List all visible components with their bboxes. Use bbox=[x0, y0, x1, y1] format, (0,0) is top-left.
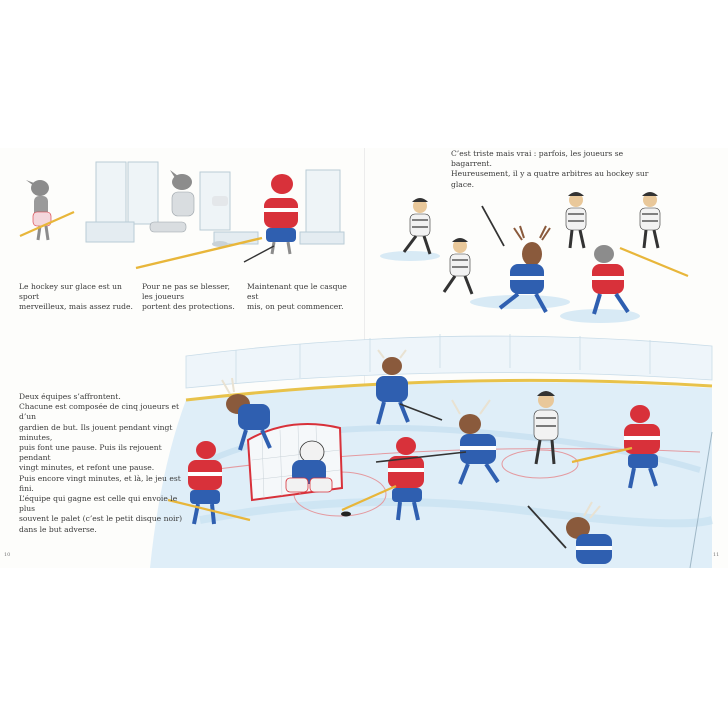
wolf-fighting-illustration bbox=[592, 245, 688, 314]
page-number-right: 11 bbox=[713, 552, 720, 558]
referees-scene bbox=[380, 192, 688, 323]
locker-room-scene bbox=[20, 162, 344, 268]
caption-equipment-2: Pour ne pas se blesser, les joueurs portent des protections. bbox=[142, 282, 235, 312]
caption-equipment-3: Maintenant que le casque est mis, on peut commencer. bbox=[247, 282, 347, 312]
referee-2-illustration bbox=[444, 238, 472, 294]
caption-referees: C’est triste mais vrai : parfois, les joueurs se bagarrent. Heureusement, il y a quatre arbitres au hockey sur glace. bbox=[451, 149, 649, 189]
referee-1-illustration bbox=[404, 198, 430, 254]
referee-3-illustration bbox=[566, 192, 586, 248]
caption-rules: Deux équipes s’affrontent. Chacune est composée de cinq joueurs et d’un gardien de but. Ils jouent pendant vingt minutes, puis font une pause. Puis ils rejouent pendant vingt minutes, et refont une pause. Puis encore vingt minutes, et là, le jeu est fini. L’équipe qui gagne est celle qui envoie le plus souvent le palet (c’est le petit disque noir) dans le but adverse. bbox=[19, 392, 183, 534]
caption-equipment-1: Le hockey sur glace est un sport merveilleux, mais assez rude. bbox=[19, 282, 133, 312]
rink-scene bbox=[150, 334, 712, 568]
puck-illustration bbox=[341, 512, 351, 517]
page-number-left: 10 bbox=[4, 552, 11, 558]
referee-4-illustration bbox=[640, 192, 660, 248]
wolf-towel-illustration bbox=[20, 180, 74, 240]
